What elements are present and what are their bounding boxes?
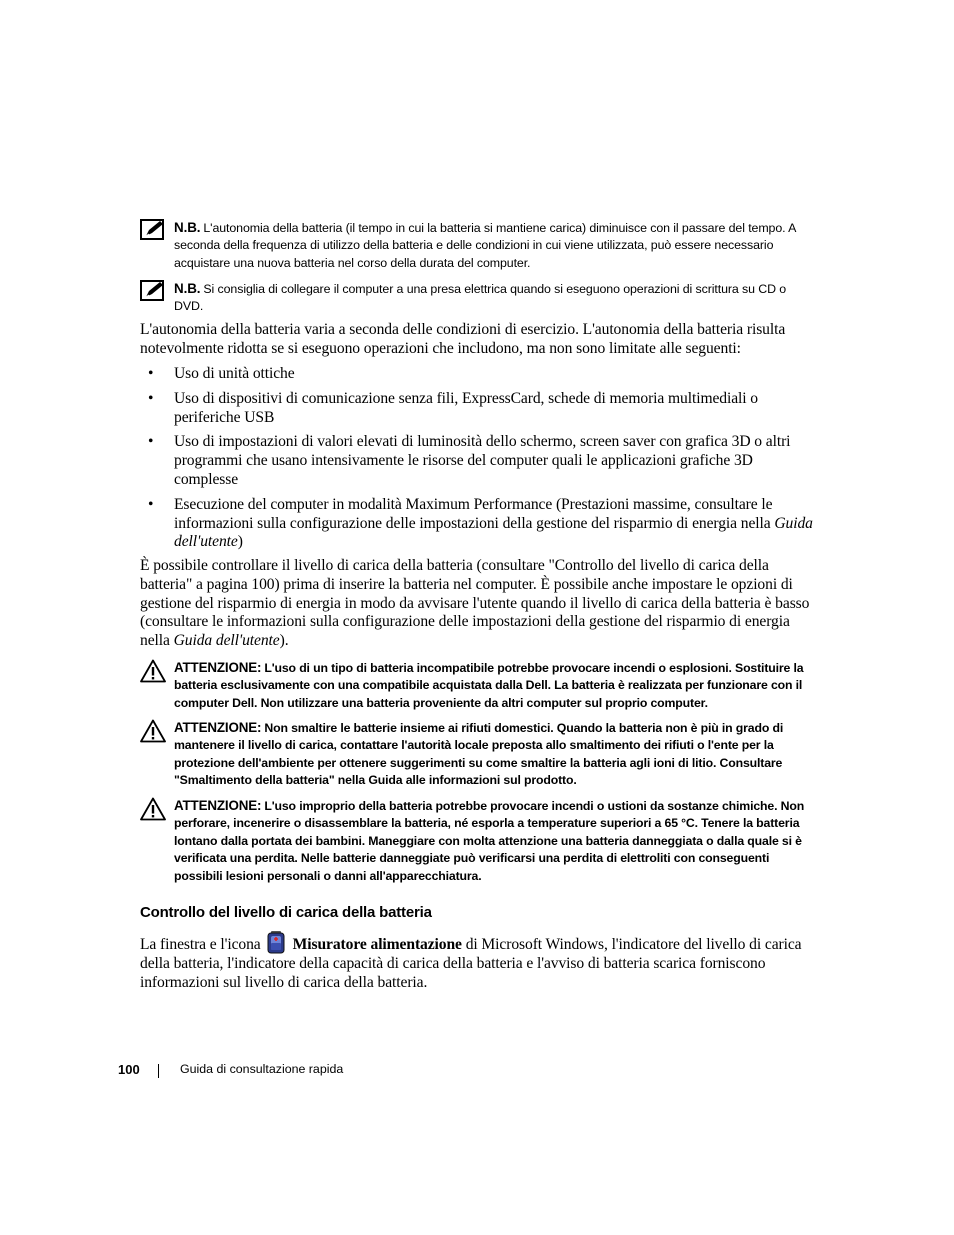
check-level-paragraph: È possibile controllare il livello di carica della batteria (consultare "Controllo del livello di carica della batteria" a pagina 100) prima di inserire la batteria nel computer. È possibile anche impostare le opzioni di gestione del risparmio di energia in modo da avvisare l'utente quando il livello di carica della batteria è basso (consultare le informazioni sulla configurazione delle impostazioni della gestione del risparmio di energia nella Guida dell'utente). [140, 557, 810, 650]
intro-paragraph: L'autonomia della batteria varia a seconda delle condizioni di esercizio. L'autonomia della batteria risulta notevolmente ridotta se si eseguono operazioni che includono, ma non sono limitate alle seguenti: [140, 321, 786, 357]
bullet-glyph: • [148, 389, 154, 407]
guide-reference: Guida dell'utente [174, 514, 813, 551]
warning-block-3 [140, 797, 815, 885]
bullet-glyph: • [148, 495, 154, 513]
list-item: • Uso di unità ottiche [148, 365, 295, 382]
warning-triangle-icon [140, 659, 166, 683]
power-meter-label: Misuratore alimentazione [292, 936, 462, 953]
warning-text: L'uso improprio della batteria potrebbe provocare incendi o ustioni da sostanze chimiche. Non perforare, incenerire o disassemblare la batteria, né esporla a temperature superiori a 65 °C. Tenere la batteria lontano dalla portata dei bambini. Maneggiare con molta attenzione una batteria danneggiata o dalla quale si è verificata una perdita. Nelle batterie danneggiate può verificarsi una perdita di elettroliti con conseguenti possibili lesioni personali o danni all'apparecchiatura. [174, 799, 805, 883]
warning-block-1 [140, 659, 815, 712]
list-item: • Uso di dispositivi di comunicazione senza fili, ExpressCard, schede di memoria multimediali o periferiche USB [148, 389, 759, 426]
power-meter-paragraph: La finestra e l'icona Misuratore alimentazione di Microsoft Windows, l'indicatore del livello di carica della batteria, l'indicatore della capacità di carica della batteria e l'avviso di batteria scarica forniscono informazioni sul livello di carica della batteria. [140, 930, 815, 992]
warning-triangle-icon [140, 719, 166, 743]
warning-text: L'uso di un tipo di batteria incompatibile potrebbe provocare incendi o esplosioni. Sostituire la batteria esclusivamente con una compatibile acquistata dalla Dell. La batteria è realizzata per funzionare con il computer Dell. Non utilizzare una batteria proveniente da altri computer sul proprio computer. [174, 661, 804, 710]
list-item: • Esecuzione del computer in modalità Maximum Performance (Prestazioni massime, consultare le informazioni sulla configurazione delle impostazioni della gestione del risparmio di energia nella Guida dell'utente) [148, 495, 813, 551]
warning-text: Non smaltire le batterie insieme ai rifiuti domestici. Quando la batteria non è più in grado di mantenere il livello di carica, contattare l'autorità locale preposta allo smaltimento dei rifiuti o l'ente per la protezione dell'ambiente per ottenere suggerimenti su come smaltire la batteria agli ioni di litio. Consultare "Smaltimento della batteria" nella Guida alle informazioni sul prodotto. [174, 721, 784, 788]
note-label: N.B. [174, 281, 201, 296]
note-label: N.B. [174, 220, 201, 235]
note-block-2 [140, 280, 815, 316]
warning-block-2 [140, 719, 815, 790]
footer-title: Guida di consultazione rapida [180, 1062, 344, 1076]
pencil-note-icon [140, 280, 166, 302]
guide-reference: Guida dell'utente [173, 632, 280, 650]
usage-bullet-list [140, 365, 815, 558]
warning-label: ATTENZIONE: [174, 720, 262, 735]
section-heading: Controllo del livello di carica della batteria [140, 904, 432, 921]
note-text: Si consiglia di collegare il computer a una presa elettrica quando si eseguono operazioni di scrittura su CD o DVD. [174, 282, 787, 314]
warning-triangle-icon [140, 797, 166, 821]
bullet-glyph: • [148, 365, 154, 382]
warning-label: ATTENZIONE: [174, 660, 262, 675]
list-item: • Uso di impostazioni di valori elevati di luminosità dello schermo, screen saver con grafica 3D o altri programmi che usano intensivamente le risorse del computer quali le applicazioni grafiche 3D complesse [148, 433, 791, 488]
warning-label: ATTENZIONE: [174, 798, 262, 813]
page-number: 100 [118, 1062, 140, 1077]
note-text: L'autonomia della batteria (il tempo in cui la batteria si mantiene carica) diminuisce con il passare del tempo. A seconda della frequenza di utilizzo della batteria e delle condizioni in cui viene utilizzata, può essere necessario acquistare una nuova batteria nel corso della durata del computer. [174, 221, 796, 270]
power-meter-battery-icon [265, 930, 287, 954]
footer-divider [158, 1064, 159, 1078]
note-block-1 [140, 219, 815, 272]
bullet-glyph: • [148, 433, 154, 451]
pencil-note-icon [140, 219, 166, 241]
